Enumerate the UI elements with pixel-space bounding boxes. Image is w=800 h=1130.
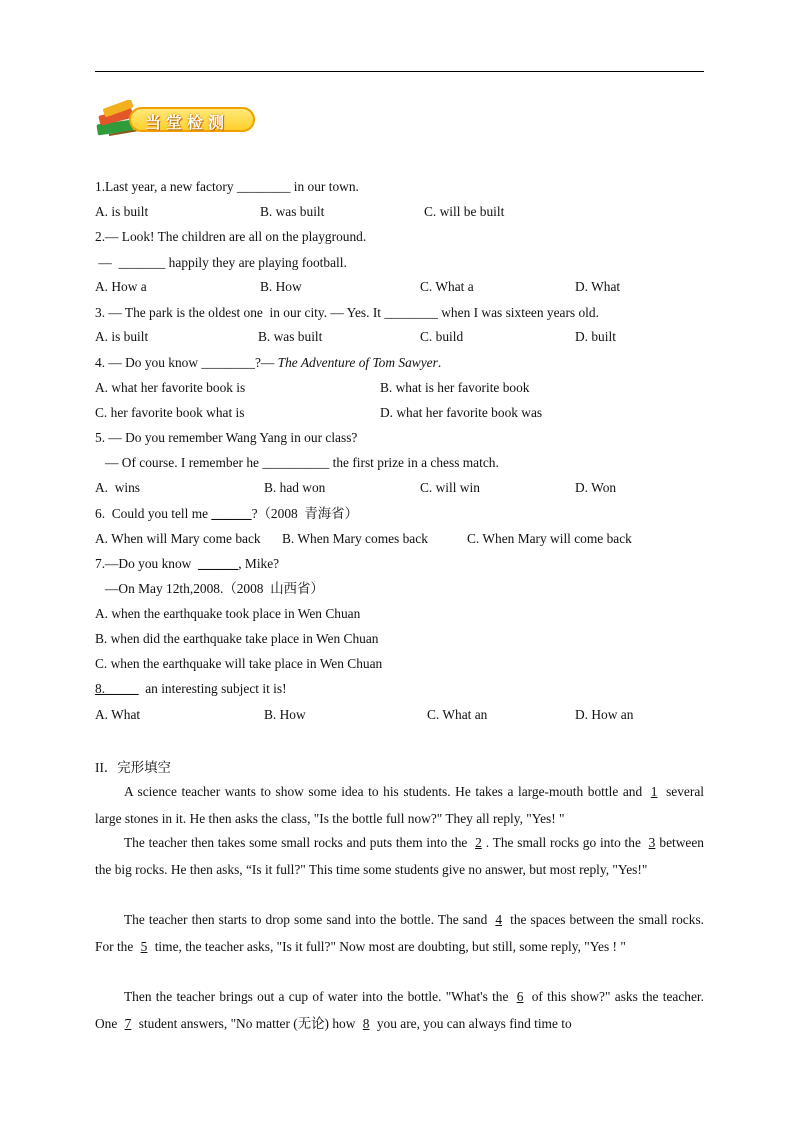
cloze-blank-7: 7: [124, 1015, 132, 1031]
q4-stem-end: .: [437, 355, 442, 370]
q8-option-b: B. How: [264, 707, 306, 722]
q6-option-c: C. When Mary will come back: [467, 531, 632, 546]
cloze-p3-text: The teacher then starts to drop some sand into the bottle. The sand: [124, 912, 492, 927]
cloze-heading: II．完形填空: [95, 760, 171, 775]
q2-dash: —: [95, 255, 112, 270]
q2-option-d: D. What: [575, 279, 621, 294]
q8-option-c: C. What an: [427, 707, 488, 722]
q3-option-c: C. build: [420, 329, 464, 344]
q2-option-b: B. How: [260, 279, 302, 294]
cloze-blank-6: 6: [516, 989, 524, 1004]
cloze-p2-text: The teacher then takes some small rocks and puts them into the: [124, 835, 472, 850]
q6-blank: ______: [211, 506, 252, 521]
q7-stem: [95, 555, 279, 573]
q3-stem: 3. — The park is the oldest one in our city. — Yes. It ________ when I was sixteen years old.: [95, 305, 599, 320]
q4-option-c: C. her favorite book what is: [95, 405, 245, 420]
q5-option-d: D. Won: [575, 480, 617, 495]
q6-stem: [95, 505, 358, 523]
q7-option-c: C. when the earthquake will take place in Wen Chuan: [95, 656, 383, 671]
cloze-blank-2: 2: [475, 835, 482, 850]
cloze-paragraph-4: [95, 984, 704, 1037]
cloze-blank-3: 3: [648, 835, 656, 850]
q8-option-a: A. What: [95, 707, 141, 722]
q2-blank: _______: [118, 255, 166, 270]
q5-option-c: C. will win: [420, 480, 480, 495]
banner-title: 当堂检测: [145, 113, 230, 132]
q7-blank: ______: [198, 556, 239, 571]
q1-option-b: B. was built: [260, 204, 325, 219]
q2-stem2: [95, 254, 347, 272]
q4-stem: [95, 354, 441, 372]
q8-option-d: D. How an: [575, 707, 634, 722]
cloze-p4-text-2: of this show?" asks the teacher. One: [95, 989, 704, 1031]
q1-stem: 1.Last year, a new factory ________ in our town.: [95, 179, 359, 194]
q6-option-b: B. When Mary comes back: [282, 531, 428, 546]
q7-stem-text: 7.—Do you know: [95, 556, 199, 571]
header-rule: [95, 71, 704, 72]
cloze-p1-text-2: several large stones in it. He then asks the class, "Is the bottle full now?" They all reply, "Yes! ": [95, 784, 705, 826]
cloze-p3-text-3: time, the teacher asks, "Is it full?" Now most are doubting, but still, some reply, "Yes ! ": [151, 938, 626, 954]
cloze-paragraph-3: [95, 907, 704, 960]
q6-stem-end: ?（2008 青海省）: [251, 506, 358, 521]
section-banner: [95, 100, 265, 140]
q3-option-a: A. is built: [95, 329, 149, 344]
q2-option-a: A. How a: [95, 279, 147, 294]
q1-option-c: C. will be built: [424, 204, 505, 219]
cloze-p3-text-2: the spaces between the small rocks. For the: [95, 912, 704, 954]
q4-book-title: The Adventure of Tom Sawyer: [277, 355, 438, 370]
q4-option-a: A. what her favorite book is: [95, 380, 246, 395]
banner-pill: [129, 107, 255, 132]
q2-stem: 2.— Look! The children are all on the playground.: [95, 229, 367, 244]
cloze-p4-text: Then the teacher brings out a cup of water into the bottle. "What's the: [124, 989, 513, 1004]
q2-option-c: C. What a: [420, 279, 474, 294]
q8-stem-text: an interesting subject it is!: [138, 681, 287, 696]
cloze-p2-text-2: . The small rocks go into the: [485, 835, 645, 850]
q5-option-a: A. wins: [95, 480, 141, 495]
q8-stem: [95, 680, 287, 698]
cloze-p1-text: A science teacher wants to show some idea to his students. He takes a large-mouth bottle and: [124, 784, 647, 799]
q4-option-d: D. what her favorite book was: [380, 405, 543, 420]
q6-stem-text: 6. Could you tell me: [95, 506, 212, 521]
q7-stem-end: , Mike?: [238, 556, 280, 571]
cloze-blank-5: 5: [140, 938, 148, 954]
cloze-blank-1: 1: [650, 784, 658, 799]
q5-stem2: — Of course. I remember he __________ the first prize in a chess match.: [95, 455, 499, 470]
q7-option-b: B. when did the earthquake take place in Wen Chuan: [95, 631, 379, 646]
q5-stem: 5. — Do you remember Wang Yang in our class?: [95, 430, 358, 445]
cloze-blank-8: 8: [362, 1015, 370, 1031]
cloze-p2-text-3: between the big rocks. He then asks, “Is it full?" This time some students give no answer, but most reply, "Yes!": [95, 835, 704, 877]
cloze-p4-text-4: you are, you can always find time to: [373, 1015, 572, 1031]
q6-option-a: A. When will Mary come back: [95, 531, 261, 546]
q2-rest: happily they are playing football.: [165, 255, 347, 270]
q7-stem2: —On May 12th,2008.（2008 山西省）: [95, 581, 324, 596]
cloze-p4-text-3: student answers, "No matter (无论) how: [135, 1015, 359, 1031]
q7-option-a: A. when the earthquake took place in Wen Chuan: [95, 606, 361, 621]
q4-stem-text: 4. — Do you know ________?—: [95, 355, 278, 370]
cloze-blank-4: 4: [495, 912, 503, 927]
q4-option-b: B. what is her favorite book: [380, 380, 530, 395]
q8-blank: 8._____: [95, 681, 139, 696]
cloze-paragraph-2: [95, 830, 704, 883]
q3-option-b: B. was built: [258, 329, 323, 344]
cloze-paragraph-1: [95, 779, 704, 832]
q1-option-a: A. is built: [95, 204, 149, 219]
q3-option-d: D. built: [575, 329, 616, 344]
q5-option-b: B. had won: [264, 480, 326, 495]
